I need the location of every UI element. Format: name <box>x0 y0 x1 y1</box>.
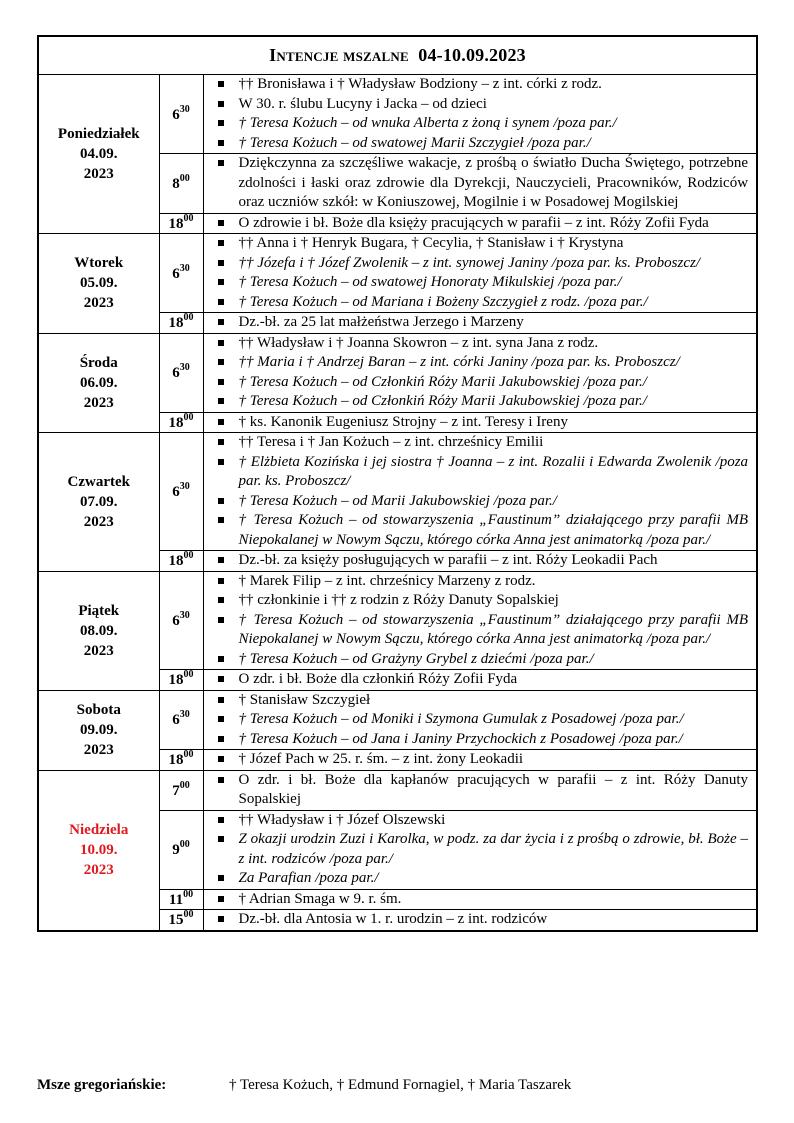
mass-minutes: 00 <box>183 909 194 921</box>
mass-row <box>38 571 757 670</box>
day-date: 10.09. <box>80 842 118 858</box>
mass-time <box>159 213 203 234</box>
intention-item: †† Józefa i † Józef Zwolenik – z int. synowej Janiny /poza par. ks. Proboszcz/ <box>204 254 757 274</box>
intentions-cell <box>203 770 757 810</box>
intention-item: † Teresa Kożuch – od Członkiń Róży Marii Jakubowskiej /poza par./ <box>204 373 757 393</box>
day-date: 07.09. <box>80 493 118 510</box>
intention-item: † Teresa Kożuch – od stowarzyszenia „Faustinum” działającego przy parafii MB Niepokalanej w Nowym Sączu, którego córka Anna jest animatorką /poza par./ <box>204 611 757 650</box>
mass-time <box>159 750 203 771</box>
mass-hour: 6 <box>172 365 180 381</box>
day-cell <box>38 571 159 690</box>
day-date: 09.09. <box>80 722 118 738</box>
mass-hour: 6 <box>172 484 180 500</box>
intention-item: † Stanisław Szczygieł <box>204 691 757 711</box>
title-dates: 04-10.09.2023 <box>418 45 526 65</box>
mass-minutes: 30 <box>179 609 190 621</box>
mass-time <box>159 75 203 154</box>
day-date: 05.09. <box>80 275 118 292</box>
day-name: Piątek <box>78 602 120 619</box>
mass-hour: 11 <box>168 891 184 908</box>
mass-time <box>159 670 203 691</box>
mass-time <box>159 910 203 931</box>
intention-item: † Teresa Kożuch – od Grażyny Grybel z dziećmi /poza par./ <box>204 650 757 670</box>
mass-time <box>159 333 203 412</box>
intention-item: †† Bronisława i † Władysław Bodziony – z int. córki z rodz. <box>204 75 757 95</box>
mass-row <box>38 690 757 750</box>
intention-item: O zdr. i bł. Boże dla członkiń Róży Zofii Fyda <box>204 670 757 690</box>
mass-time <box>159 889 203 910</box>
mass-row <box>38 433 757 551</box>
intention-item: O zdr. i bł. Boże dla kapłanów pracujących w parafii – z int. Róży Danuty Sopalskiej <box>204 771 757 810</box>
intention-item: †† Władysław i † Joanna Skowron – z int. syna Jana z rodz. <box>204 334 757 354</box>
mass-time <box>159 234 203 313</box>
mass-hour: 18 <box>168 752 184 769</box>
intention-item: Dz.-bł. dla Antosia w 1. r. urodzin – z int. rodziców <box>204 910 757 930</box>
mass-hour: 7 <box>172 782 180 799</box>
gregorian-masses <box>37 1077 571 1094</box>
mass-hour: 6 <box>172 106 180 123</box>
mass-hour: 18 <box>168 414 184 431</box>
day-year: 2023 <box>83 642 114 659</box>
mass-minutes: 00 <box>183 212 194 224</box>
mass-minutes: 00 <box>179 839 190 850</box>
day-name: Środa <box>79 354 118 371</box>
mass-row <box>38 234 757 313</box>
intention-item: † Teresa Kożuch – od Moniki i Szymona Gumulak z Posadowej /poza par./ <box>204 710 757 730</box>
mass-minutes: 00 <box>183 550 194 562</box>
mass-minutes: 30 <box>179 481 190 492</box>
day-cell <box>38 690 159 770</box>
mass-minutes: 30 <box>179 262 190 274</box>
intention-item: † ks. Kanonik Eugeniusz Strojny – z int. Teresy i Ireny <box>204 413 757 433</box>
intentions-cell <box>203 889 757 910</box>
mass-hour: 6 <box>172 612 180 629</box>
intention-item: †† Teresa i † Jan Kożuch – z int. chrześnicy Emilii <box>204 433 757 453</box>
day-date: 08.09. <box>80 622 118 639</box>
day-name: Poniedziałek <box>57 126 140 142</box>
intentions-cell <box>203 690 757 750</box>
intention-item: W 30. r. ślubu Lucyny i Jacka – od dzieci <box>204 95 757 115</box>
intention-item: †† Maria i † Andrzej Baran – z int. córki Janiny /poza par. ks. Proboszcz/ <box>204 353 757 373</box>
intention-item: O zdrowie i bł. Boże dla księży pracujących w parafii – z int. Róży Zofii Fyda <box>204 214 757 234</box>
mass-minutes: 30 <box>179 709 190 721</box>
day-cell <box>38 333 159 433</box>
intention-item: Dz.-bł. za 25 lat małżeństwa Jerzego i Marzeny <box>204 313 757 333</box>
day-year: 2023 <box>83 295 114 312</box>
day-year: 2023 <box>83 862 114 878</box>
mass-hour: 15 <box>168 912 184 929</box>
mass-minutes: 00 <box>183 411 194 423</box>
intentions-cell <box>203 670 757 691</box>
intention-item: † Teresa Kożuch – od wnuka Alberta z żoną i synem /poza par./ <box>204 114 757 134</box>
mass-row <box>38 75 757 154</box>
intentions-cell <box>203 433 757 551</box>
mass-hour: 9 <box>172 842 180 858</box>
day-year: 2023 <box>83 394 114 411</box>
mass-minutes: 00 <box>183 888 194 900</box>
intentions-table <box>37 35 758 932</box>
day-cell <box>38 75 159 234</box>
mass-minutes: 30 <box>179 362 190 373</box>
intention-item: †† Anna i † Henryk Bugara, † Cecylia, † Stanisław i † Krystyna <box>204 234 757 254</box>
intentions-cell <box>203 154 757 214</box>
intentions-cell <box>203 551 757 572</box>
intentions-cell <box>203 313 757 334</box>
day-cell <box>38 433 159 572</box>
mass-hour: 18 <box>168 315 184 332</box>
mass-hour: 6 <box>172 712 180 729</box>
day-year: 2023 <box>83 742 114 758</box>
day-name: Sobota <box>76 702 121 718</box>
intention-item: † Teresa Kożuch – od Mariana i Bożeny Szczygieł z rodz. /poza par./ <box>204 293 757 313</box>
page-title <box>38 36 757 75</box>
intention-item: Dz.-bł. za księży posługujących w parafii – z int. Róży Leokadii Pach <box>204 551 757 571</box>
mass-hour: 8 <box>172 175 180 192</box>
intention-item: † Teresa Kożuch – od Marii Jakubowskiej /poza par./ <box>204 492 757 512</box>
intention-item: † Teresa Kożuch – od swatowej Marii Szczygieł /poza par./ <box>204 134 757 154</box>
day-year: 2023 <box>83 513 114 530</box>
intention-item: † Elżbieta Kozińska i jej siostra † Joanna – z int. Rozalii i Edwarda Zwolenik /poza par. ks. Proboszcz/ <box>204 453 757 492</box>
day-date: 04.09. <box>80 146 118 162</box>
intentions-sheet <box>37 35 756 932</box>
intention-item: Dziękczynna za szczęśliwe wakacje, z prośbą o światło Ducha Świętego, potrzebne zdolności i łaski oraz zdrowie dla Dyrekcji, Nauczycieli, Pracowników, Rodziców oraz uczniów szkół: w Koniuszowej, Mogilnie i w Posadowej Mogilskiej <box>204 154 757 213</box>
intention-item: † Teresa Kożuch – od stowarzyszenia „Faustinum” działającego przy parafii MB Niepokalanej w Nowym Sączu, którego córka Anna jest animatorką /poza par./ <box>204 511 757 550</box>
intention-item: Z okazji urodzin Zuzi i Karolka, w podz. za dar życia i z prośbą o zdrowie, bł. Boże – z int. rodziców /poza par./ <box>204 830 757 869</box>
mass-minutes: 00 <box>179 779 190 791</box>
intention-item: † Teresa Kożuch – od swatowej Honoraty Mikulskiej /poza par./ <box>204 273 757 293</box>
mass-time <box>159 770 203 810</box>
intention-item: † Marek Filip – z int. chrześnicy Marzeny z rodz. <box>204 572 757 592</box>
day-cell <box>38 234 159 334</box>
intentions-cell <box>203 750 757 771</box>
mass-hour: 18 <box>168 215 184 232</box>
intention-item: † Teresa Kożuch – od Jana i Janiny Przychockich z Posadowej /poza par./ <box>204 730 757 750</box>
mass-time <box>159 313 203 334</box>
intention-item: † Teresa Kożuch – od Członkiń Róży Marii Jakubowskiej /poza par./ <box>204 392 757 412</box>
intentions-cell <box>203 910 757 931</box>
mass-minutes: 00 <box>183 669 194 681</box>
intention-item: †† członkinie i †† z rodzin z Róży Danuty Sopalskiej <box>204 591 757 611</box>
gregorian-names: † Teresa Kożuch, † Edmund Fornagiel, † Maria Taszarek <box>229 1077 572 1093</box>
intentions-cell <box>203 213 757 234</box>
day-cell <box>38 770 159 931</box>
mass-time <box>159 551 203 572</box>
day-date: 06.09. <box>80 374 118 391</box>
day-name: Niedziela <box>69 822 129 838</box>
mass-hour: 18 <box>168 553 184 570</box>
mass-minutes: 00 <box>183 749 194 761</box>
intentions-cell <box>203 412 757 433</box>
day-name: Wtorek <box>74 255 124 272</box>
mass-time <box>159 154 203 214</box>
intention-item: †† Władysław i † Józef Olszewski <box>204 811 757 831</box>
mass-time <box>159 810 203 889</box>
mass-minutes: 00 <box>179 172 190 184</box>
mass-hour: 18 <box>168 672 184 689</box>
intention-item: Za Parafian /poza par./ <box>204 869 757 889</box>
intention-item: † Adrian Smaga w 9. r. śm. <box>204 890 757 910</box>
mass-time <box>159 412 203 433</box>
mass-time <box>159 690 203 750</box>
intention-item: † Józef Pach w 25. r. śm. – z int. żony Leokadii <box>204 750 757 770</box>
mass-hour: 6 <box>172 265 180 282</box>
intentions-cell <box>203 571 757 670</box>
title-label: Intencje mszalne <box>269 45 409 65</box>
intentions-cell <box>203 234 757 313</box>
mass-minutes: 30 <box>179 103 190 115</box>
gregorian-label: Msze gregoriańskie: <box>37 1077 167 1093</box>
mass-row <box>38 770 757 810</box>
intentions-cell <box>203 333 757 412</box>
mass-time <box>159 571 203 670</box>
day-name: Czwartek <box>67 473 130 490</box>
mass-time <box>159 433 203 551</box>
mass-row <box>38 333 757 412</box>
intentions-cell <box>203 75 757 154</box>
mass-minutes: 00 <box>183 312 194 324</box>
day-year: 2023 <box>83 166 114 182</box>
intentions-cell <box>203 810 757 889</box>
